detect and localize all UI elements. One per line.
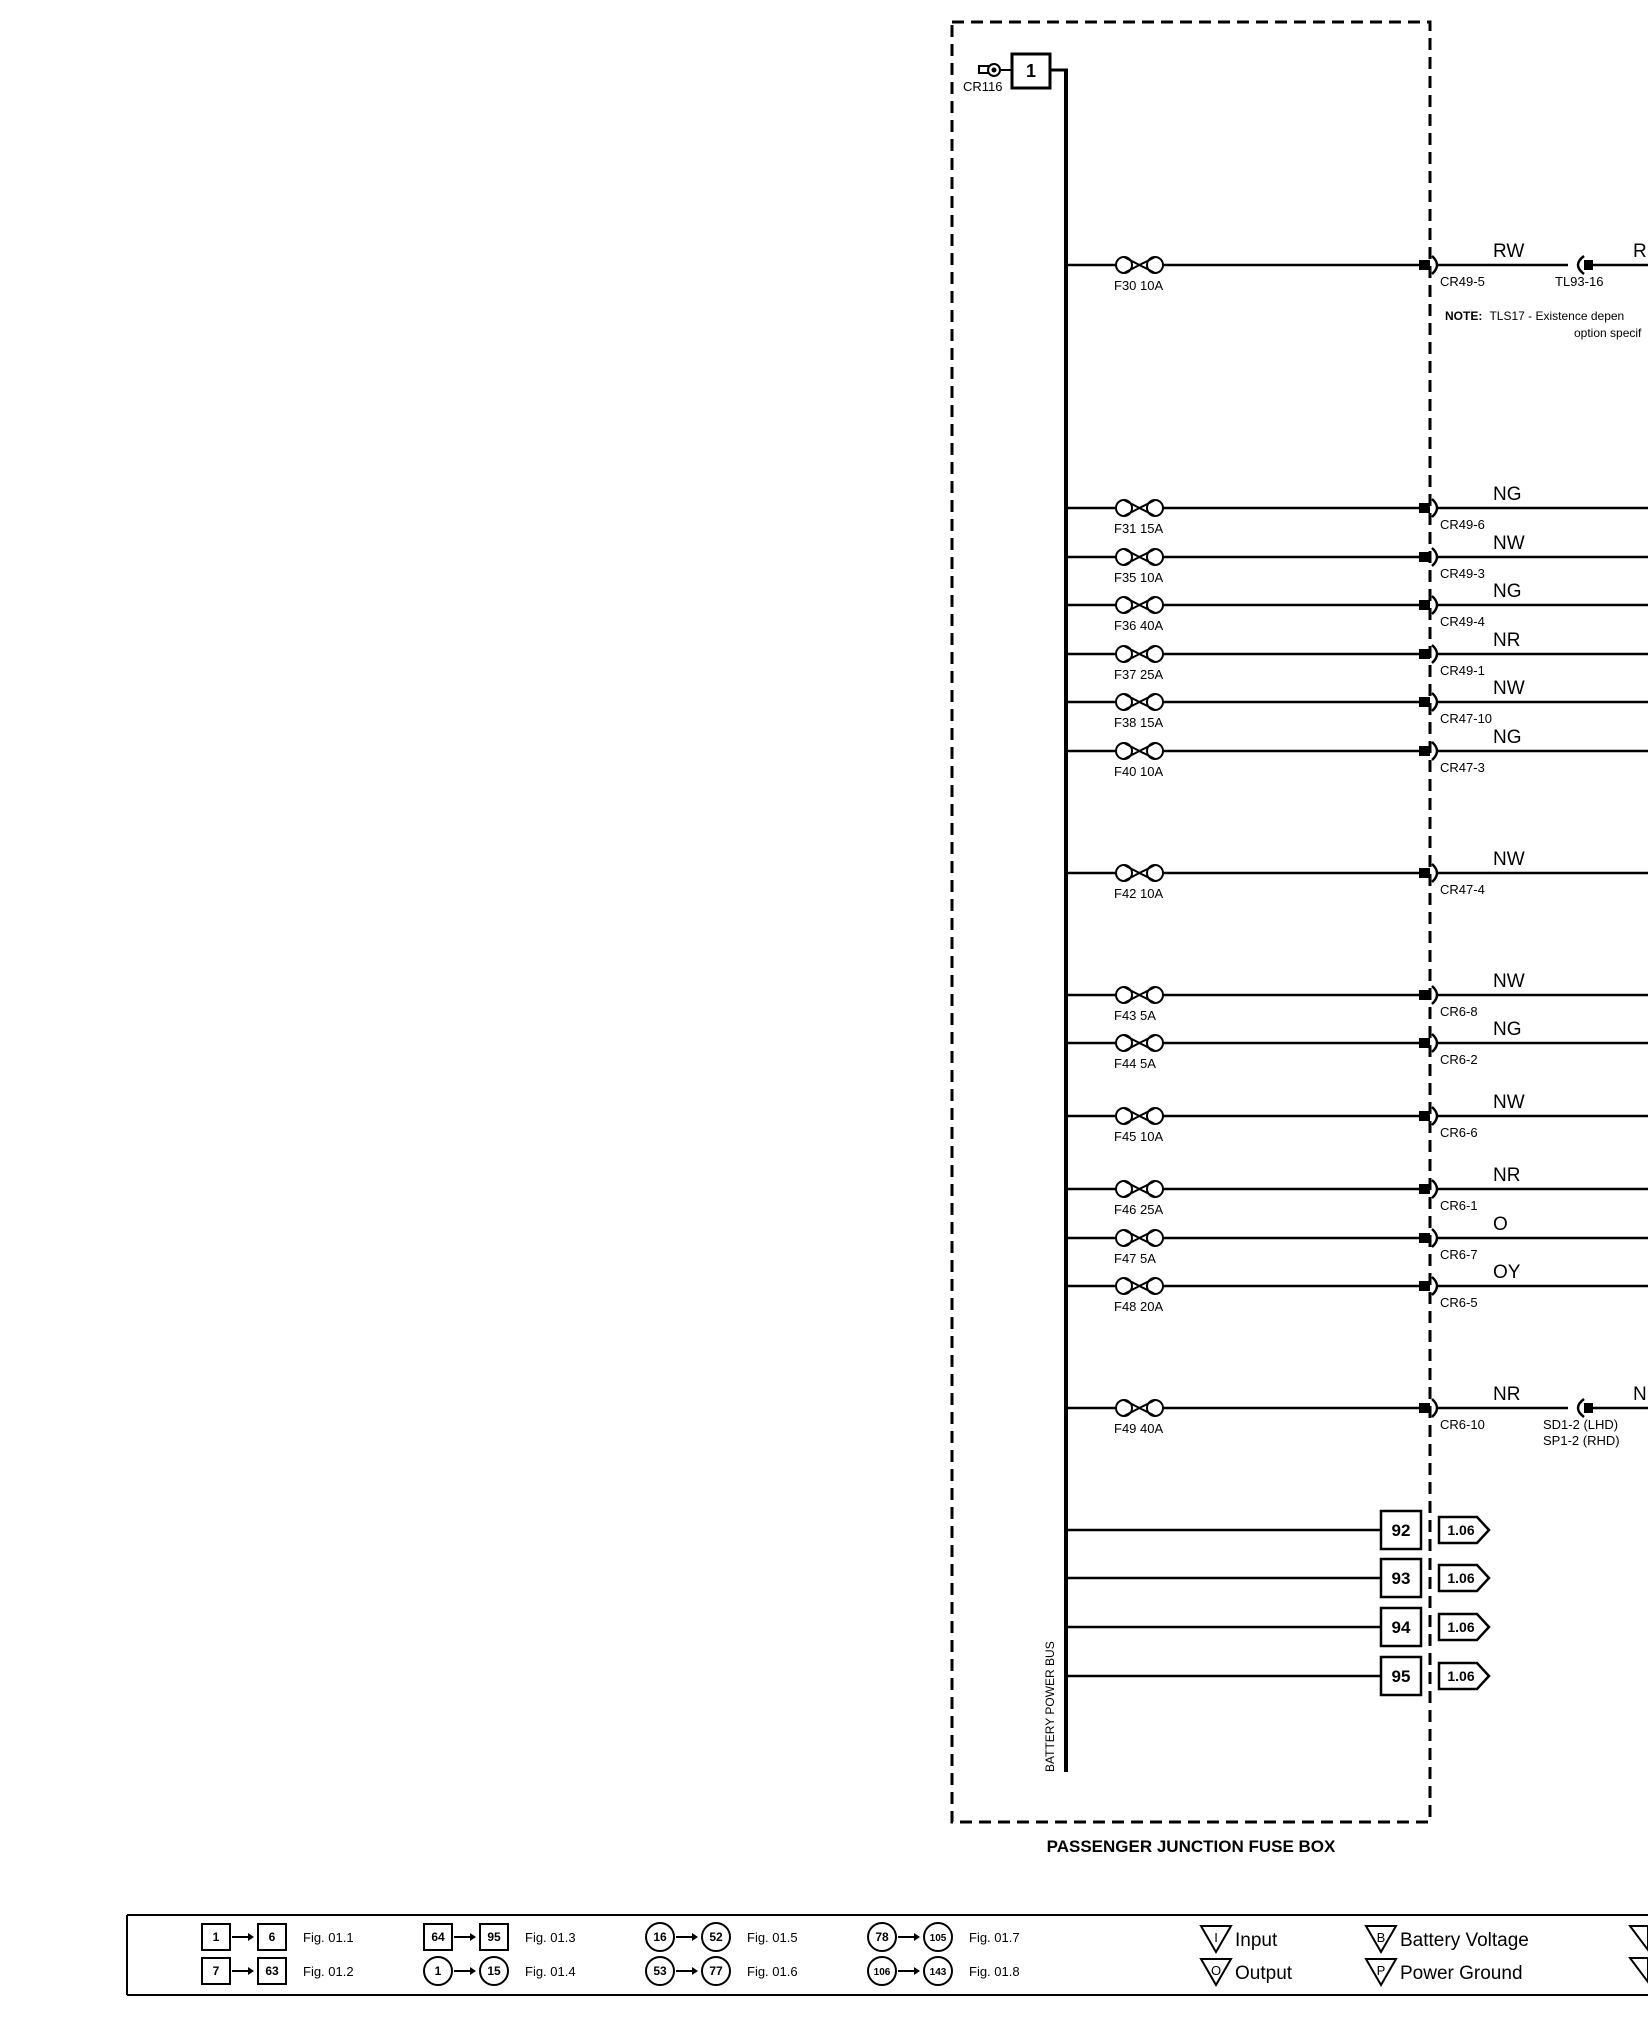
svg-text:95: 95 [487,1930,501,1944]
connector-socket-icon [1432,986,1437,1004]
note-text-line-1: TLS17 - Existence depen [1489,309,1625,323]
svg-text:77: 77 [709,1964,723,1978]
pin-label: CR49-4 [1440,614,1485,629]
legend-figure-entry [646,1923,798,1951]
pin-label: CR6-7 [1440,1247,1478,1262]
pin-label: CR6-1 [1440,1198,1478,1213]
connector-socket-icon [1432,1180,1437,1198]
ref-number: 92 [1391,1521,1411,1540]
ref-number: 93 [1391,1569,1411,1588]
svg-text:1: 1 [434,1964,442,1978]
legend-figure-entry [868,1957,1020,1985]
legend [127,1915,1648,1995]
circuit-row [1066,678,1648,730]
wire-color-label: OY [1493,1262,1521,1283]
legend-ref-start [424,1924,452,1950]
wire-color-label: NG [1493,581,1522,602]
symbol-letter: I [1214,1930,1218,1945]
wire-color-label: NW [1493,533,1525,554]
svg-text:106: 106 [873,1967,891,1978]
legend-symbol-entry [1366,1959,1523,1985]
far-connector-label-2: SP1-2 (RHD) [1543,1433,1620,1448]
far-connector-label: TL93-16 [1555,274,1604,289]
terminal-pin [1419,1281,1430,1291]
note-prefix: NOTE: [1445,309,1483,323]
offpage-target: 1.06 [1447,1668,1475,1684]
legend-symbol-entry [1201,1959,1293,1985]
terminal-pin [1419,552,1430,562]
terminal-pin [1419,1184,1430,1194]
far-connector-label: SD1-2 (LHD) [1543,1417,1619,1432]
pin-label: CR6-8 [1440,1004,1478,1019]
fuse-icon [1116,1400,1163,1416]
note [1445,309,1642,340]
connector-socket-icon [1432,1107,1437,1125]
fuse-label: F43 5A [1114,1008,1156,1023]
offpage-ref-row [1066,1559,1489,1597]
legend-ref-end [702,1957,730,1985]
terminal-pin [1419,1233,1430,1243]
symbol-label: Input [1235,1930,1278,1951]
legend-figure-entry [424,1924,576,1950]
pin-label: CR49-1 [1440,663,1485,678]
symbol-label: Battery Voltage [1400,1930,1529,1951]
pin-label: CR47-10 [1440,711,1493,726]
legend-ref-start [646,1923,674,1951]
fuse-label: F35 10A [1114,570,1164,585]
circuit-row [1066,1165,1648,1217]
svg-text:105: 105 [929,1933,947,1944]
svg-text:78: 78 [875,1930,889,1944]
svg-text:1: 1 [212,1930,220,1944]
fuse-label: F47 5A [1114,1251,1156,1266]
legend-ref-start [868,1923,896,1951]
connector-socket-icon [1432,645,1437,663]
offpage-target: 1.06 [1447,1570,1475,1586]
svg-text:6: 6 [268,1930,276,1944]
circuit-row [1066,630,1648,682]
legend-figure-label: Fig. 01.4 [525,1964,576,1979]
legend-figure-label: Fig. 01.1 [303,1930,354,1945]
fuse-label: F38 15A [1114,715,1164,730]
offpage-ref-row [1066,1511,1489,1549]
terminal-pin [1419,990,1430,1000]
legend-figure-label: Fig. 01.8 [969,1964,1020,1979]
wire-color-label: NG [1493,484,1522,505]
svg-text:16: 16 [653,1930,667,1944]
wire-color-label: NR [1493,1384,1521,1405]
svg-text:NOTE: TLS17 - Existence [1445,309,1624,323]
legend-figure-entry [202,1958,354,1984]
offpage-ref-row [1066,1657,1489,1695]
legend-ref-end [258,1958,286,1984]
symbol-label: Output [1235,1963,1293,1984]
ref-number: 94 [1391,1618,1411,1637]
fuse-label: F44 5A [1114,1056,1156,1071]
pin-label: CR47-3 [1440,760,1485,775]
circuit-row [1066,1214,1648,1266]
fuse-label: F49 40A [1114,1421,1164,1436]
inline-connector-icon [1578,256,1593,274]
connector-socket-icon [1432,596,1437,614]
wire-color-label: NG [1493,1019,1522,1040]
terminal-pin [1419,503,1430,513]
legend-symbol-entry [1366,1926,1529,1952]
connector-socket-icon [1432,548,1437,566]
circuit-row [1066,581,1648,633]
circuit-row [1066,1019,1648,1071]
feed-ref-number: 1 [1025,61,1037,81]
terminal-pin [1419,649,1430,659]
offpage-target: 1.06 [1447,1522,1475,1538]
wire-color-label: NW [1493,1092,1525,1113]
wire-color-label: RW [1493,241,1525,262]
legend-figure-label: Fig. 01.2 [303,1964,354,1979]
offpage-references [1066,1511,1489,1695]
fuse-icon [1116,1035,1163,1051]
fuse-label: F42 10A [1114,886,1164,901]
connector-socket-icon [1432,693,1437,711]
legend-partial-symbol-icon [1630,1926,1648,1982]
connector-socket-icon [1432,499,1437,517]
fuse-label: F37 25A [1114,667,1164,682]
fuse-icon [1116,1230,1163,1246]
fuse-box-outline [952,22,1430,1822]
legend-figure-entry [646,1957,798,1985]
inline-connector-icon [1578,1399,1593,1417]
legend-ref-end [924,1923,952,1951]
legend-ref-start [424,1957,452,1985]
legend-symbol-entry [1201,1926,1278,1952]
ref-number: 95 [1391,1667,1411,1686]
pin-label: CR6-10 [1440,1417,1485,1432]
fuse-icon [1116,646,1163,662]
terminal-pin [1419,1038,1430,1048]
legend-ref-start [868,1957,896,1985]
circuit-row [1066,533,1648,585]
fuse-icon [1116,743,1163,759]
svg-text:64: 64 [431,1930,445,1944]
circuit-row [1066,971,1648,1023]
svg-text:53: 53 [653,1964,667,1978]
legend-symbol-key [1201,1926,1529,1985]
wire-color-label: NW [1493,971,1525,992]
svg-text:52: 52 [709,1930,723,1944]
pin-label: CR6-5 [1440,1295,1478,1310]
legend-ref-end [480,1924,508,1950]
terminal-pin [1419,697,1430,707]
legend-figure-index [202,1923,1020,1985]
feed-connector-label: CR116 [963,79,1003,94]
legend-ref-start [202,1924,230,1950]
wire-color-label: NR [1493,1165,1521,1186]
legend-ref-end [480,1957,508,1985]
terminal-pin [1419,746,1430,756]
legend-figure-label: Fig. 01.6 [747,1964,798,1979]
svg-text:15: 15 [487,1964,501,1978]
note-text-line-2: option specif [1574,326,1642,340]
fuse-label: F36 40A [1114,618,1164,633]
fuse-icon [1116,1181,1163,1197]
terminal-pin [1419,1403,1430,1413]
terminal-pin [1419,600,1430,610]
legend-figure-entry [202,1924,354,1950]
pin-label: CR47-4 [1440,882,1485,897]
circuit-row [1066,1384,1648,1448]
connector-socket-icon [1432,742,1437,760]
symbol-letter: O [1210,1963,1222,1978]
fuse-icon [1116,865,1163,881]
wire-color-label: NG [1493,727,1522,748]
legend-ref-start [202,1958,230,1984]
connector-socket-icon [1432,1034,1437,1052]
svg-text:7: 7 [212,1964,220,1978]
far-wire-color-label: R [1633,241,1647,262]
offpage-ref-row [1066,1608,1489,1646]
circuit-row [1066,849,1648,901]
connector-socket-icon [1432,1277,1437,1295]
pin-label: CR6-2 [1440,1052,1478,1067]
circuit-row [1066,727,1648,779]
wire-color-label: NW [1493,849,1525,870]
symbol-letter: P [1376,1963,1386,1978]
feed-connector [979,64,1012,76]
legend-figure-label: Fig. 01.5 [747,1930,798,1945]
connector-socket-icon [1432,864,1437,882]
connector-socket-icon [1432,1399,1437,1417]
legend-figure-label: Fig. 01.7 [969,1930,1020,1945]
fuse-label: F31 15A [1114,521,1164,536]
fuse-label: F48 20A [1114,1299,1164,1314]
svg-text:63: 63 [265,1964,279,1978]
bus-label: BATTERY POWER BUS [1043,1641,1057,1772]
fuse-icon [1116,549,1163,565]
wire-color-label: NR [1493,630,1521,651]
fuse-icon [1116,987,1163,1003]
legend-ref-end [924,1957,952,1985]
wire-color-label: NW [1493,678,1525,699]
symbol-letter: B [1376,1930,1386,1945]
pin-label: CR49-5 [1440,274,1485,289]
legend-ref-end [258,1924,286,1950]
pin-label: CR6-6 [1440,1125,1478,1140]
svg-text:143: 143 [929,1967,947,1978]
fuse-icon [1116,1108,1163,1124]
fuse-icon [1116,694,1163,710]
fuse-icon [1116,500,1163,516]
legend-figure-label: Fig. 01.3 [525,1930,576,1945]
legend-figure-entry [868,1923,1020,1951]
circuit-row [1066,241,1648,293]
terminal-pin [1419,1111,1430,1121]
fuse-label: F46 25A [1114,1202,1164,1217]
connector-socket-icon [1432,1229,1437,1247]
offpage-target: 1.06 [1447,1619,1475,1635]
fuse-box-title: PASSENGER JUNCTION FUSE BOX [1046,1837,1336,1856]
symbol-label: Power Ground [1400,1963,1523,1984]
connector-socket-icon [1432,256,1437,274]
pin-label: CR49-3 [1440,566,1485,581]
fuse-icon [1116,257,1163,273]
far-wire-color-label: N [1633,1384,1647,1405]
legend-figure-entry [424,1957,576,1985]
terminal-pin [1419,868,1430,878]
circuit-branches [1066,241,1648,1448]
fuse-icon [1116,597,1163,613]
terminal-pin [1419,260,1430,270]
wire-color-label: O [1493,1214,1508,1235]
legend-ref-start [646,1957,674,1985]
circuit-row [1066,1262,1648,1314]
legend-ref-end [702,1923,730,1951]
pin-label: CR49-6 [1440,517,1485,532]
fuse-label: F30 10A [1114,278,1164,293]
fuse-label: F45 10A [1114,1129,1164,1144]
circuit-row [1066,1092,1648,1144]
fuse-label: F40 10A [1114,764,1164,779]
fuse-icon [1116,1278,1163,1294]
circuit-row [1066,484,1648,536]
